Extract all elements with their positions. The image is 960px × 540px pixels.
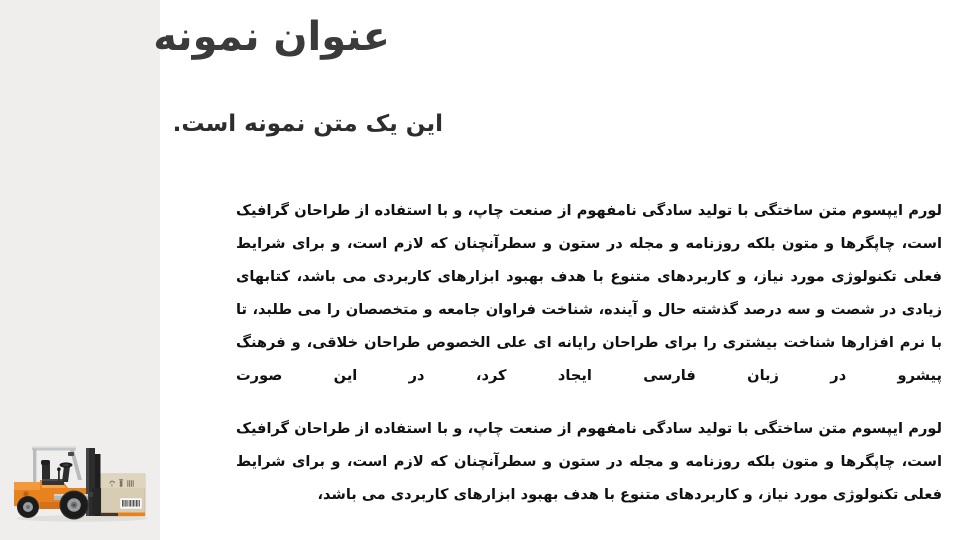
page-title: عنوان نمونه (153, 14, 390, 60)
page-subtitle: این یک متن نمونه است. (172, 111, 443, 137)
body-paragraph-1: لورم ایپسوم متن ساختگی با تولید سادگی نامفهوم از صنعت چاپ، و با استفاده از طراحان گرافیک است، چاپگرها و متون بلکه روزنامه و مجله در ستون و سطرآنچنان که لازم است، و برای شرایط فعلی تکنولوژی مورد نیاز، و کاربردهای متنوع با هدف بهبود ابزارهای کاربردی می باشد، کتابهای زیادی در شصت و سه درصد گذشته حال و آینده، شناخت فراوان جامعه و متخصصان را می طلبد، تا با نرم افزارها شناخت بیشتری را برای طراحان رایانه ای علی الخصوص طراحان خلاقی، و فرهنگ پیشرو در زبان فارسی ایجاد کرد، در این صورت (236, 202, 942, 384)
body-paragraph-2: لورم ایپسوم متن ساختگی با تولید سادگی نامفهوم از صنعت چاپ، و با استفاده از طراحان گرافیک است، چاپگرها و متون بلکه روزنامه و مجله در ستون و سطرآنچنان که لازم است، و برای شرایط فعلی تکنولوژی مورد نیاز، و کاربردهای متنوع با هدف بهبود ابزارهای کاربردی می باشد، (236, 420, 942, 503)
body-content (236, 194, 942, 511)
forklift-with-box-icon (6, 436, 158, 530)
forklift-cab (32, 446, 82, 485)
forklift-illustration (6, 436, 158, 530)
cardboard-box (101, 474, 145, 516)
